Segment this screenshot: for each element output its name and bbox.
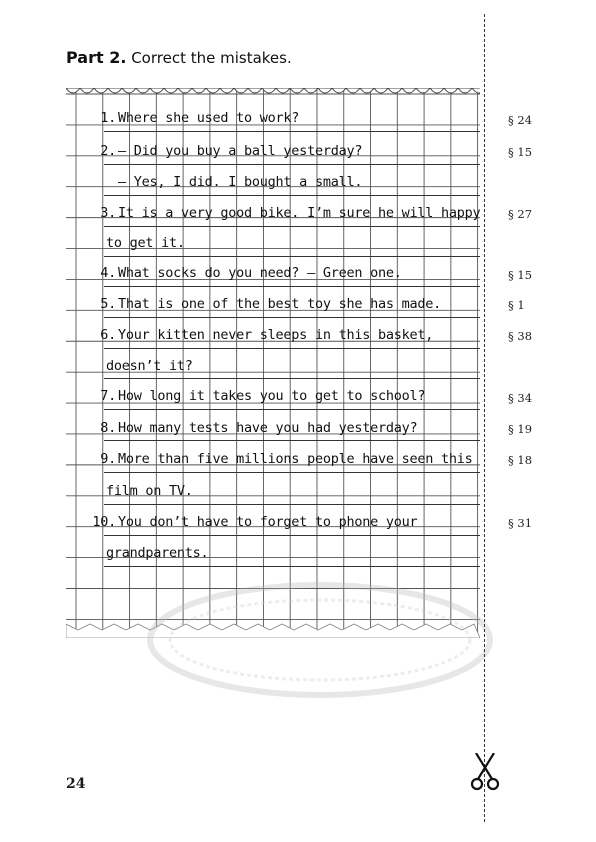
item-text: That is one of the best toy she has made.: [118, 296, 441, 312]
answer-rule-line: [104, 378, 480, 379]
grammar-reference: § 24: [508, 113, 533, 127]
item-text: to get it.: [106, 235, 185, 251]
answer-rule-line: [104, 164, 480, 165]
item-text: It is a very good bike. I’m sure he will happy: [118, 205, 481, 221]
grammar-reference: § 15: [508, 268, 533, 282]
exercise-item-3-continuation: [106, 235, 506, 251]
answer-rule-line: [104, 504, 480, 505]
grammar-reference: § 19: [508, 422, 533, 436]
exercise-item-5: [86, 296, 486, 312]
item-text: You don’t have to forget to phone your: [118, 514, 418, 530]
watermark-stamp: [120, 560, 500, 720]
page-number: 24: [66, 776, 86, 792]
item-text: — Yes, I did. I bought a small.: [118, 174, 363, 190]
grammar-reference: § 31: [508, 516, 533, 530]
exercise-item-1: [86, 110, 486, 126]
exercise-item-2-continuation: [118, 174, 518, 190]
part-heading: [66, 48, 292, 67]
answer-rule-line: [104, 472, 480, 473]
item-number: 9.: [100, 451, 116, 467]
answer-rule-line: [104, 195, 480, 196]
exercise-item-7: [86, 388, 486, 404]
item-number: 7.: [100, 388, 116, 404]
grammar-reference: § 27: [508, 207, 533, 221]
exercise-item-6: [86, 327, 486, 343]
grammar-reference: § 15: [508, 145, 533, 159]
exercise-item-8: [86, 420, 486, 436]
grammar-reference: § 38: [508, 329, 533, 343]
exercise-item-4: [86, 265, 486, 281]
item-text: doesn’t it?: [106, 358, 193, 374]
exercise-item-3: [86, 205, 486, 221]
cut-line: [484, 14, 485, 822]
item-text: How long it takes you to get to school?: [118, 388, 426, 404]
answer-rule-line: [104, 286, 480, 287]
grammar-reference: § 34: [508, 391, 533, 405]
answer-rule-line: [104, 256, 480, 257]
answer-rule-line: [104, 535, 480, 536]
instruction-text: Correct the mistakes.: [131, 49, 292, 67]
item-text: Your kitten never sleeps in this basket,: [118, 327, 434, 343]
answer-rule-line: [104, 440, 480, 441]
item-number: 8.: [100, 420, 116, 436]
item-text: How many tests have you had yesterday?: [118, 420, 418, 436]
exercise-item-9-continuation: [106, 483, 506, 499]
item-text: film on TV.: [106, 483, 193, 499]
part-label: Part 2.: [66, 48, 127, 67]
exercise-item-10-continuation: [106, 545, 506, 561]
item-number: 2.: [100, 143, 116, 159]
exercise-item-9: [86, 451, 486, 467]
item-number: 10.: [92, 514, 116, 530]
answer-rule-line: [104, 226, 480, 227]
item-text: More than five millions people have seen this: [118, 451, 473, 467]
answer-rule-line: [104, 131, 480, 132]
answer-rule-line: [104, 348, 480, 349]
answer-rule-line: [104, 409, 480, 410]
item-number: 1.: [100, 110, 116, 126]
exercise-item-6-continuation: [106, 358, 506, 374]
grammar-reference: § 18: [508, 453, 533, 467]
exercise-item-2: [86, 143, 486, 159]
item-text: Where she used to work?: [118, 110, 300, 126]
item-number: 4.: [100, 265, 116, 281]
item-text: grandparents.: [106, 545, 209, 561]
scissors-icon: [470, 753, 500, 791]
item-number: 3.: [100, 205, 116, 221]
grammar-reference: § 1: [508, 298, 525, 312]
item-number: 6.: [100, 327, 116, 343]
torn-edge-top: [66, 88, 480, 93]
item-number: 5.: [100, 296, 116, 312]
answer-rule-line: [104, 317, 480, 318]
exercise-item-10: [86, 514, 486, 530]
item-text: — Did you buy a ball yesterday?: [118, 143, 363, 159]
item-text: What socks do you need? — Green one.: [118, 265, 402, 281]
